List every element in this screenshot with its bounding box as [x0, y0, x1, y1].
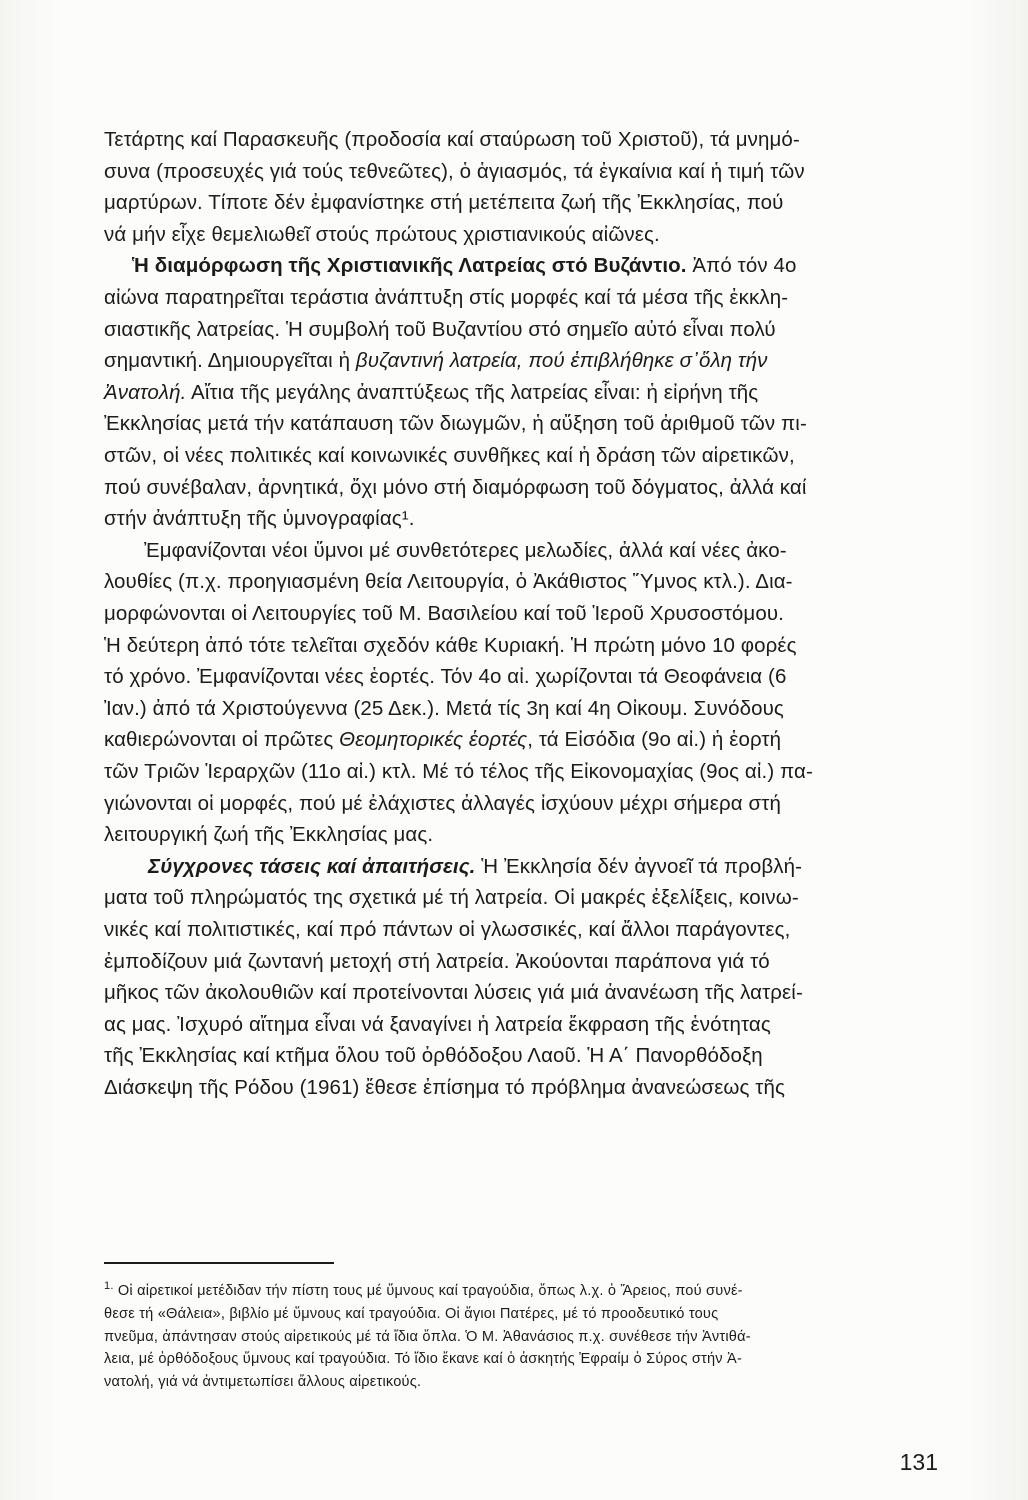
body-line [104, 882, 934, 914]
body-line [104, 472, 934, 504]
body-line [104, 693, 934, 725]
body-line [104, 124, 934, 156]
body-line [144, 535, 934, 567]
footnote-line [104, 1303, 944, 1325]
body-line [104, 661, 934, 693]
body-line [104, 598, 934, 630]
body-text-segment: λειτουργική ζωή τῆς Ἐκκλησίας μας. [104, 823, 434, 847]
body-text-segment: συνα (προσευχές γιά τούς τεθνεῶτες), ὁ ἁγιασμός, τά ἐγκαίνια καί ἡ τιμή τῶν [104, 159, 805, 183]
body-line [104, 630, 934, 662]
footnote-text: λεια, μέ ὀρθόδοξους ὕμνους καί τραγούδια. Τό ἴδιο ἔκανε καί ὁ ἀσκητής Ἐφραίμ ὁ Σύρος στήν Ἀ- [104, 1351, 743, 1368]
body-text-segment: πού συνέβαλαν, ἀρνητικά, ὄχι μόνο στή διαμόρφωση τοῦ δόγματος, ἀλλά καί [104, 475, 807, 499]
footnote-marker: 1. [104, 1280, 114, 1293]
body-line [104, 156, 934, 188]
body-text-segment: Αἴτια τῆς μεγάλης ἀναπτύξεως τῆς λατρείας εἶναι: ἡ εἰρήνη τῆς [186, 380, 759, 404]
body-text-segment: στῶν, οἱ νέες πολιτικές καί κοινωνικές συνθῆκες καί ἡ δράση τῶν αἱρετικῶν, [104, 444, 795, 467]
body-line [104, 1040, 934, 1072]
body-text-segment: Ἀπό τόν 4ο [686, 254, 797, 278]
body-text-segment: ἐμποδίζουν μιά ζωντανή μετοχή στή λατρεία. Ἀκούονται παράπονα γιά τό [104, 949, 770, 973]
body-text-segment: τό χρόνο. Ἐμφανίζονται νέες ἑορτές. Τόν 4ο αἰ. χωρίζονται τά Θεοφάνεια (6 [104, 665, 787, 689]
body-text-italic: βυζαντινή λατρεία, πού ἐπιβλήθηκε σ᾽ὅλη τήν [355, 349, 768, 373]
body-text-bolditalic: Σύγχρονες τάσεις καί ἀπαιτήσεις. [148, 854, 476, 878]
footnote-text: Οἱ αἱρετικοί μετέδιδαν τήν πίστη τους μέ ὕμνους καί τραγούδια, ὅπως λ.χ. ὁ Ἄρειος, πού συνέ- [117, 1283, 743, 1299]
body-text-segment: Ἡ Ἐκκλησία δέν ἀγνοεῖ τά προβλή- [475, 854, 803, 878]
body-text-bold: Ἡ διαμόρφωση τῆς Χριστιανικῆς Λατρείας στό Βυζάντιο. [132, 254, 687, 278]
footnote-line [104, 1371, 944, 1393]
body-text-segment: σιαστικῆς λατρείας. Ἡ συμβολή τοῦ Βυζαντίου στό σημεῖο αὐτό εἶναι πολύ [104, 317, 776, 341]
body-line [132, 250, 934, 282]
body-text-segment: στήν ἀνάπτυξη τῆς ὑμνογραφίας¹. [104, 507, 415, 531]
body-text-segment: Διάσκεψη τῆς Ρόδου (1961) ἔθεσε ἐπίσημα τό πρόβλημα ἀνανεώσεως τῆς [104, 1076, 785, 1099]
body-text-segment: ματα τοῦ πληρώματός της σχετικά μέ τή λατρεία. Οἱ μακρές ἐξελίξεις, κοινω- [104, 886, 799, 910]
body-line [104, 566, 934, 598]
body-line [104, 440, 934, 472]
body-line [104, 187, 934, 219]
body-text-segment: τῆς Ἐκκλησίας καί κτῆμα ὅλου τοῦ ὀρθόδοξου Λαοῦ. Ἡ Α΄ Πανορθόδοξη [104, 1044, 763, 1068]
body-line [104, 345, 934, 377]
body-text-segment: σημαντική. Δημιουργεῖται ἡ [104, 349, 356, 373]
body-text-segment: ας μας. Ἰσχυρό αἴτημα εἶναι νά ξαναγίνει ἡ λατρεία ἔκφραση τῆς ἑνότητας [104, 1012, 771, 1036]
body-line [104, 408, 934, 440]
footnote-text: θεσε τή «Θάλεια», βιβλίο μέ ὕμνους καί τραγούδια. Οἱ ἅγιοι Πατέρες, μέ τό προοδευτικό τους [104, 1305, 719, 1322]
body-text-italic: Θεομητορικές ἑορτές [339, 728, 528, 752]
body-text-segment: καθιερώνονται οἱ πρῶτες [104, 728, 340, 752]
body-text-segment: τῶν Τριῶν Ἱεραρχῶν (11ο αἰ.) κτλ. Μέ τό τέλος τῆς Εἰκονομαχίας (9ος αἰ.) πα- [104, 760, 813, 783]
body-text-segment: Ἰαν.) ἀπό τά Χριστούγεννα (25 Δεκ.). Μετά τίς 3η καί 4η Οἰκουμ. Συνόδους [104, 696, 784, 720]
body-line [104, 977, 934, 1009]
body-text-segment: λουθίες (π.χ. προηγιασμένη θεία Λειτουργία, ὁ Ἀκάθιστος Ὕμνος κτλ.). Δια- [104, 570, 793, 594]
body-text-segment: αἰώνα παρατηρεῖται τεράστια ἀνάπτυξη στίς μορφές καί τά μέσα τῆς ἐκκλη- [104, 286, 789, 309]
body-text-italic: Ἀνατολή. [104, 380, 187, 404]
footnote-line [104, 1326, 944, 1348]
body-text-segment: , τά Εἰσόδια (9ο αἰ.) ἡ ἑορτή [527, 728, 782, 752]
body-line [104, 219, 934, 251]
page-number: 131 [899, 1449, 938, 1475]
body-line [104, 756, 934, 788]
body-text-segment: Τετάρτης καί Παρασκευῆς (προδοσία καί σταύρωση τοῦ Χριστοῦ), τά μνημό- [104, 128, 800, 151]
body-text-segment: μαρτύρων. Τίποτε δέν ἐμφανίστηκε στή μετέπειτα ζωή τῆς Ἐκκλησίας, πού [104, 191, 784, 215]
body-text-segment: Ἡ δεύτερη ἀπό τότε τελεῖται σχεδόν κάθε Κυριακή. Ἡ πρώτη μόνο 10 φορές [104, 633, 797, 657]
footnote-line [104, 1280, 944, 1302]
body-line [104, 914, 934, 946]
body-line [148, 851, 934, 883]
body-line [104, 819, 934, 851]
body-line [104, 282, 934, 314]
footnote-text: νατολή, γιά νά ἀντιμετωπίσει ἄλλους αἱρετικούς. [104, 1374, 422, 1391]
body-line [104, 377, 934, 409]
body-text-segment: νά μήν εἶχε θεμελιωθεῖ στούς πρώτους χριστιανικούς αἰῶνες. [104, 222, 660, 246]
body-text-segment: γιώνονται οἱ μορφές, πού μέ ἐλάχιστες ἀλλαγές ἰσχύουν μέχρι σήμερα στή [104, 791, 781, 815]
body-line [104, 503, 934, 535]
body-text-segment: νικές καί πολιτιστικές, καί πρό πάντων οἱ γλωσσικές, καί ἄλλοι παράγοντες, [104, 918, 791, 941]
footnote-separator [104, 1262, 334, 1264]
body-text-segment: μῆκος τῶν ἀκολουθιῶν καί προτείνονται λύσεις γιά μιά ἀνανέωση τῆς λατρεί- [104, 981, 803, 1005]
body-line [104, 314, 934, 346]
body-line [104, 1072, 934, 1104]
body-text-segment: Ἐμφανίζονται νέοι ὕμνοι μέ συνθετότερες μελωδίες, ἀλλά καί νέες ἀκο- [144, 538, 787, 562]
footnote-text: πνεῦμα, ἀπάντησαν στούς αἱρετικούς μέ τά ἴδια ὅπλα. Ὁ Μ. Ἀθανάσιος π.χ. συνέθεσε τήν Ἀντιθά- [104, 1328, 751, 1345]
body-line [104, 788, 934, 820]
footnote-line [104, 1348, 944, 1370]
body-line [104, 724, 934, 756]
body-text-segment: Ἐκκλησίας μετά τήν κατάπαυση τῶν διωγμῶν, ἡ αὔξηση τοῦ ἀριθμοῦ τῶν πι- [104, 412, 807, 436]
body-text-segment: μορφώνονται οἱ Λειτουργίες τοῦ Μ. Βασιλείου καί τοῦ Ἱεροῦ Χρυσοστόμου. [104, 602, 784, 625]
body-line [104, 946, 934, 978]
body-line [104, 1009, 934, 1041]
